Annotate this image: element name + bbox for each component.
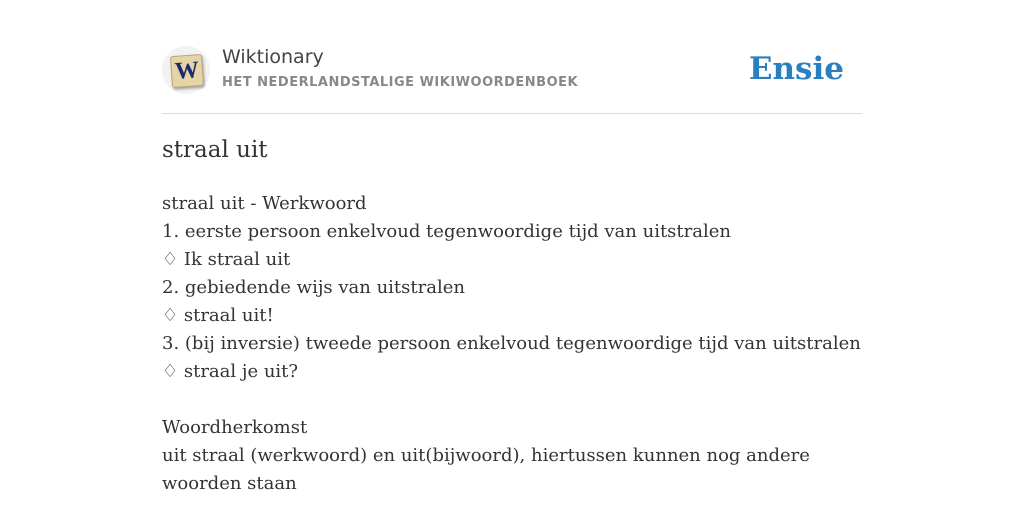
site-header (162, 0, 862, 114)
page-title: straal uit (162, 137, 268, 163)
site-title[interactable]: Wiktionary (222, 46, 324, 68)
site-subtitle: HET NEDERLANDSTALIGE WIKIWOORDENBOEK (222, 75, 579, 90)
spacer (162, 386, 862, 414)
wiktionary-logo-icon[interactable] (162, 46, 210, 94)
example-line: ♢ straal je uit? (162, 361, 299, 382)
page-container (162, 0, 862, 494)
definition-line: 3. (bij inversie) tweede persoon enkelvoud tegenwoordige tijd van uitstralen (162, 333, 861, 354)
etymology-heading: Woordherkomst (162, 417, 308, 438)
example-line: ♢ straal uit! (162, 305, 274, 326)
ensie-brand-logo[interactable]: Ensie (748, 51, 844, 87)
definition-line: 1. eerste persoon enkelvoud tegenwoordige tijd van uitstralen (162, 221, 731, 242)
definition-line: 2. gebiedende wijs van uitstralen (162, 277, 465, 298)
etymology-text: uit straal (werkwoord) en uit(bijwoord), hiertussen kunnen nog andere woorden staan (162, 445, 810, 494)
logo-tile: W (170, 54, 204, 88)
definition-heading: straal uit - Werkwoord (162, 193, 367, 214)
example-line: ♢ Ik straal uit (162, 249, 291, 270)
entry-content (162, 190, 862, 498)
